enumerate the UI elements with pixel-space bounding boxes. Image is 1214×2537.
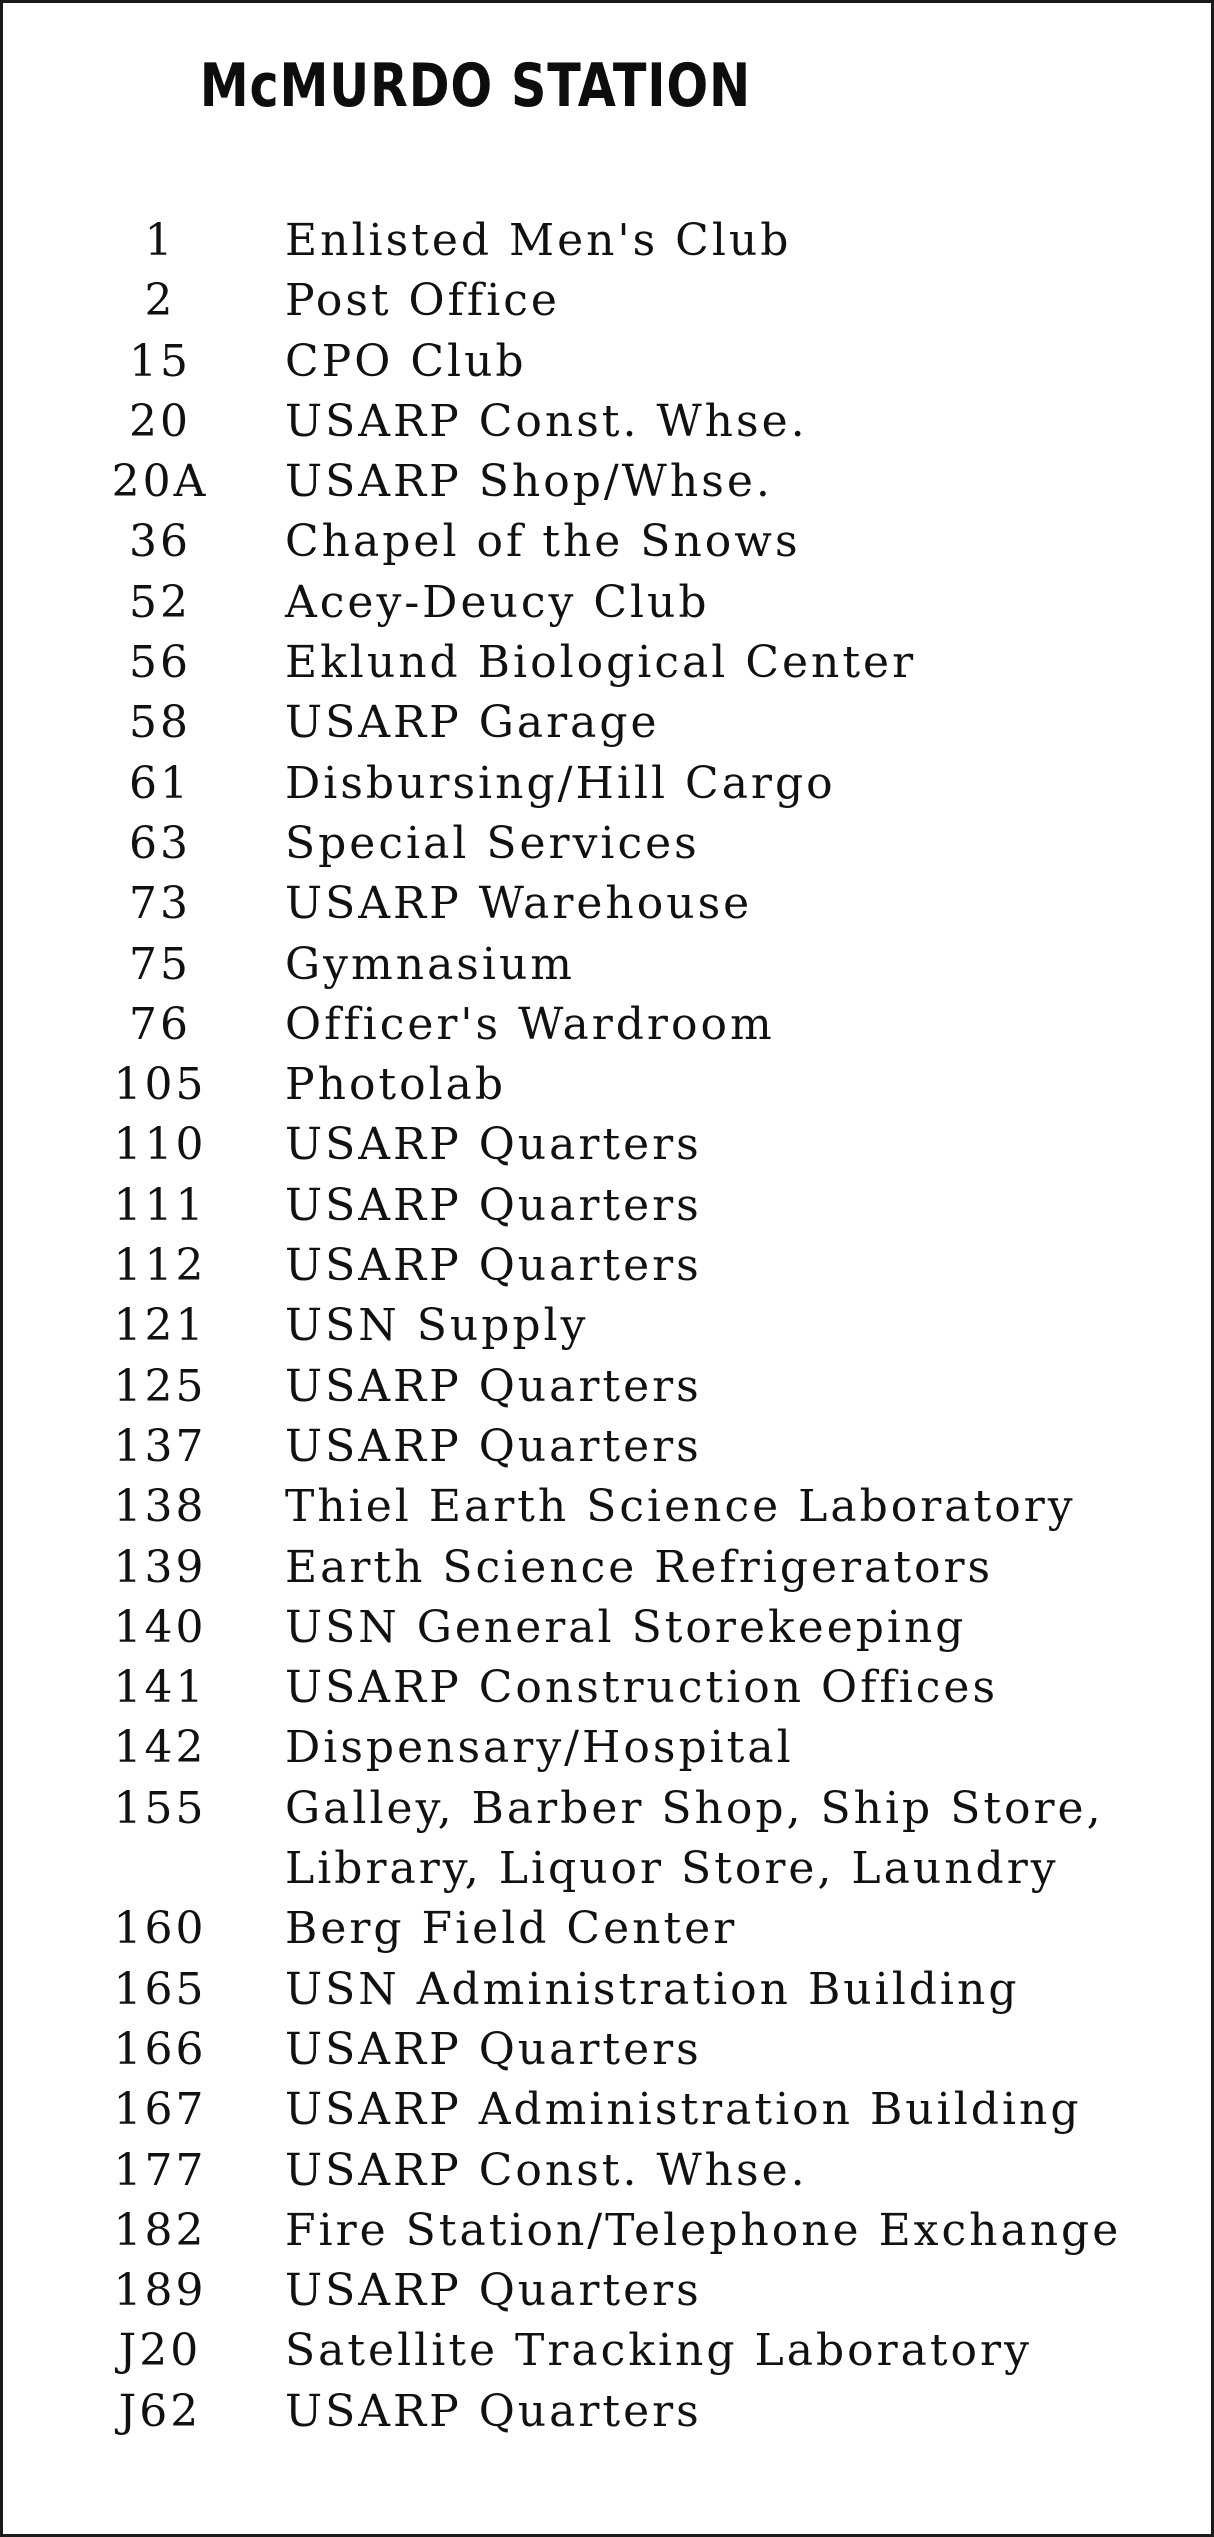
list-item xyxy=(3,1718,1211,1778)
building-name xyxy=(285,1718,794,1778)
building-name-line: Gymnasium xyxy=(285,938,576,990)
building-name-line: Photolab xyxy=(285,1059,507,1111)
list-item xyxy=(3,1236,1211,1296)
building-number: 140 xyxy=(113,1601,207,1653)
building-name-line: Galley, Barber Shop, Ship Store, xyxy=(285,1782,1104,1834)
building-name-line: Chapel of the Snows xyxy=(285,516,801,568)
list-item xyxy=(3,392,1211,452)
list-item xyxy=(3,332,1211,392)
building-name xyxy=(285,271,560,331)
building-number: 165 xyxy=(113,1963,207,2015)
list-item xyxy=(3,1417,1211,1477)
building-name-line: Enlisted Men's Club xyxy=(285,215,792,266)
list-item xyxy=(3,1598,1211,1658)
building-number: 160 xyxy=(113,1903,207,1955)
list-item xyxy=(3,754,1211,814)
building-number: 166 xyxy=(113,2023,207,2075)
building-name xyxy=(285,1477,1076,1537)
list-item xyxy=(3,1899,1211,1959)
building-name-line: USARP Quarters xyxy=(285,1420,702,1472)
building-name-line: Earth Science Refrigerators xyxy=(285,1541,994,1593)
building-number: 52 xyxy=(129,576,191,628)
building-name-line: USARP Quarters xyxy=(285,1119,702,1171)
building-name-line: USN General Storekeeping xyxy=(285,1601,967,1653)
building-number: 189 xyxy=(113,2265,207,2317)
list-item xyxy=(3,2321,1211,2381)
page-title: McMURDO STATION xyxy=(199,51,752,121)
building-name-line: Post Office xyxy=(285,275,560,327)
building-name-line: Satellite Tracking Laboratory xyxy=(285,2325,1032,2377)
list-item xyxy=(3,814,1211,874)
building-name-line: Acey-Deucy Club xyxy=(285,576,710,628)
building-name xyxy=(285,935,575,995)
list-item xyxy=(3,1779,1211,1900)
list-item xyxy=(3,2141,1211,2201)
building-name-line: USARP Garage xyxy=(285,697,660,749)
building-number: 75 xyxy=(129,938,191,990)
building-name xyxy=(285,1296,588,1356)
building-number: 1 xyxy=(144,215,176,266)
building-name-line: Officer's Wardroom xyxy=(285,998,775,1050)
building-number: 121 xyxy=(113,1300,207,1352)
building-number: J20 xyxy=(118,2325,202,2377)
building-name-line: Disbursing/Hill Cargo xyxy=(285,757,836,809)
building-number: 110 xyxy=(113,1119,207,1171)
building-name xyxy=(285,392,808,452)
building-name-line: USARP Quarters xyxy=(285,1240,702,1292)
building-number: 15 xyxy=(129,335,191,387)
building-number: 182 xyxy=(113,2204,207,2256)
building-list xyxy=(3,211,1211,2442)
building-name xyxy=(285,1055,506,1115)
building-name xyxy=(285,2141,808,2201)
building-number: 112 xyxy=(113,1240,207,1292)
list-item xyxy=(3,2382,1211,2442)
building-name-line: Eklund Biological Center xyxy=(285,637,917,689)
building-number: 2 xyxy=(144,275,176,327)
building-name xyxy=(285,573,710,633)
building-name xyxy=(285,1417,702,1477)
list-item xyxy=(3,512,1211,572)
list-item xyxy=(3,874,1211,934)
list-item xyxy=(3,1960,1211,2020)
building-name xyxy=(285,2020,702,2080)
building-name xyxy=(285,2080,1082,2140)
building-name-line: Special Services xyxy=(285,817,700,869)
building-name xyxy=(285,452,773,512)
building-number: 61 xyxy=(129,757,191,809)
list-item xyxy=(3,1538,1211,1598)
building-name-line: USARP Construction Offices xyxy=(285,1662,999,1714)
building-name-line: USARP Quarters xyxy=(285,2385,702,2437)
list-item xyxy=(3,633,1211,693)
building-name-line: USARP Const. Whse. xyxy=(285,395,808,447)
building-name xyxy=(285,332,527,392)
building-number: 73 xyxy=(129,878,191,930)
building-name xyxy=(285,1236,702,1296)
building-name xyxy=(285,1960,1020,2020)
building-name-line: CPO Club xyxy=(285,335,527,387)
building-number: 20A xyxy=(111,456,209,508)
list-item xyxy=(3,271,1211,331)
building-name-line: Thiel Earth Science Laboratory xyxy=(285,1481,1076,1533)
list-item xyxy=(3,2020,1211,2080)
building-name xyxy=(285,1779,1104,1900)
list-item xyxy=(3,693,1211,753)
building-number: 177 xyxy=(113,2144,207,2196)
building-number: 76 xyxy=(129,998,191,1050)
list-item xyxy=(3,2261,1211,2321)
building-number: 137 xyxy=(113,1420,207,1472)
building-name-line: USARP Quarters xyxy=(285,1179,702,1231)
building-name xyxy=(285,1598,966,1658)
building-name-line: USARP Quarters xyxy=(285,2265,702,2317)
list-item xyxy=(3,2201,1211,2261)
list-item xyxy=(3,1658,1211,1718)
building-name-line: USARP Warehouse xyxy=(285,878,753,930)
building-name-line: USARP Quarters xyxy=(285,1360,702,1412)
building-name-line: Berg Field Center xyxy=(285,1903,738,1955)
building-name xyxy=(285,2261,702,2321)
building-number: 155 xyxy=(113,1782,207,1834)
building-name xyxy=(285,1357,702,1417)
building-name xyxy=(285,1658,998,1718)
list-item xyxy=(3,1477,1211,1537)
building-number: 63 xyxy=(129,817,191,869)
building-name-line: USN Administration Building xyxy=(285,1963,1020,2015)
building-name-line: USARP Administration Building xyxy=(285,2084,1082,2136)
building-number: 20 xyxy=(129,395,191,447)
building-name xyxy=(285,1899,737,1959)
building-name xyxy=(285,1115,702,1175)
building-name-line: Fire Station/Telephone Exchange xyxy=(285,2204,1122,2256)
building-name xyxy=(285,2201,1121,2261)
list-item xyxy=(3,2080,1211,2140)
building-name xyxy=(285,211,791,271)
building-name xyxy=(285,754,836,814)
list-item xyxy=(3,211,1211,271)
building-number: 167 xyxy=(113,2084,207,2136)
building-number: 105 xyxy=(113,1059,207,1111)
building-name xyxy=(285,874,752,934)
building-name xyxy=(285,512,801,572)
building-name xyxy=(285,2382,702,2442)
building-name xyxy=(285,814,700,874)
building-name-line: USN Supply xyxy=(285,1300,589,1352)
list-item xyxy=(3,1176,1211,1236)
building-name-line: USARP Quarters xyxy=(285,2023,702,2075)
building-number: 142 xyxy=(113,1722,207,1774)
list-item xyxy=(3,935,1211,995)
building-name xyxy=(285,2321,1032,2381)
list-item xyxy=(3,573,1211,633)
list-item xyxy=(3,1055,1211,1115)
building-number: 111 xyxy=(113,1179,207,1231)
building-number: 58 xyxy=(129,697,191,749)
building-number: 125 xyxy=(113,1360,207,1412)
building-number: J62 xyxy=(118,2385,202,2437)
building-name xyxy=(285,1176,702,1236)
building-name xyxy=(285,633,916,693)
building-number: 138 xyxy=(113,1481,207,1533)
building-number: 141 xyxy=(113,1662,207,1714)
building-name-continuation: Library, Liquor Store, Laundry xyxy=(285,1843,1059,1895)
building-name xyxy=(285,995,775,1055)
building-name-line: Dispensary/Hospital xyxy=(285,1722,794,1774)
building-number: 139 xyxy=(113,1541,207,1593)
building-name xyxy=(285,693,660,753)
building-name-line: USARP Shop/Whse. xyxy=(285,456,773,508)
building-name xyxy=(285,1538,993,1598)
list-item xyxy=(3,1115,1211,1175)
list-item xyxy=(3,995,1211,1055)
building-number: 36 xyxy=(129,516,191,568)
building-name-line: USARP Const. Whse. xyxy=(285,2144,808,2196)
list-item xyxy=(3,1296,1211,1356)
list-item xyxy=(3,1357,1211,1417)
list-item xyxy=(3,452,1211,512)
building-number: 56 xyxy=(129,637,191,689)
